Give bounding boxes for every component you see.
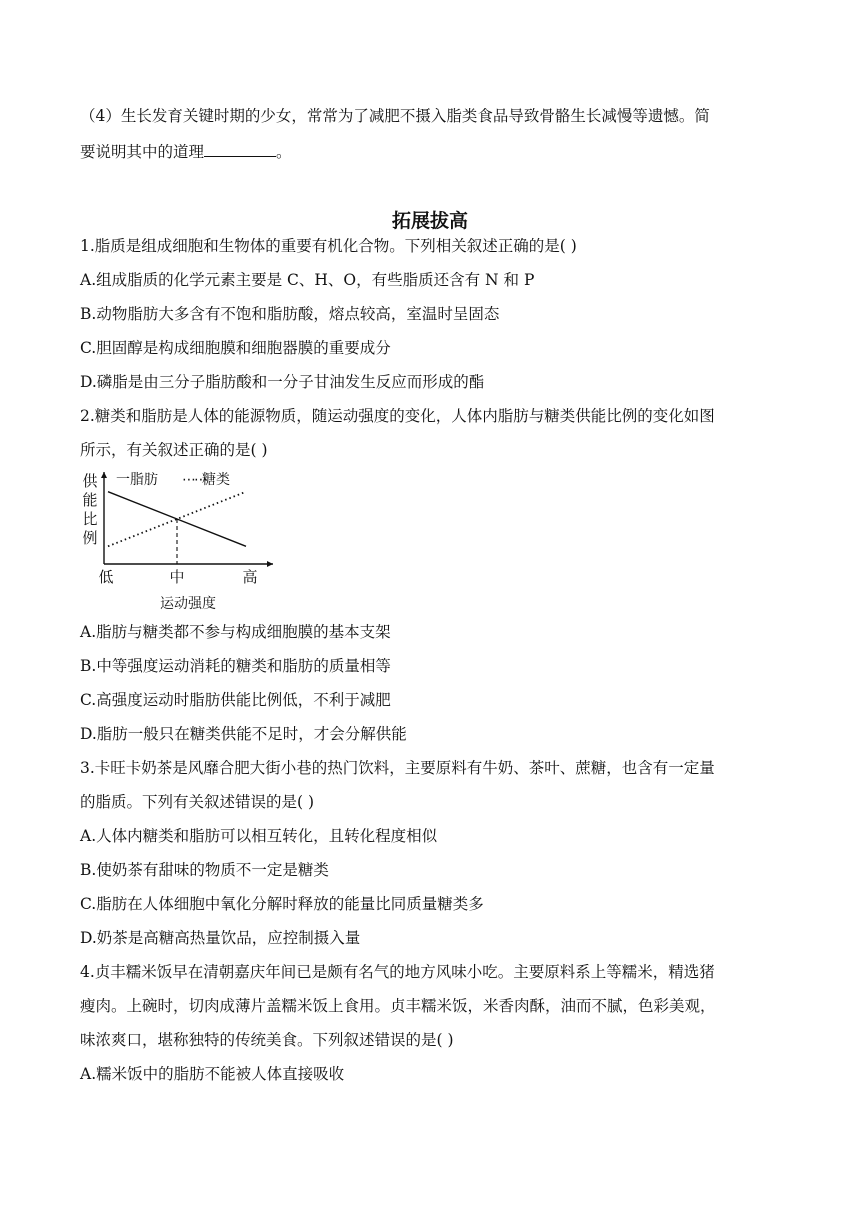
q3-stem-line2: 的脂质。下列有关叙述错误的是( ) (80, 793, 315, 811)
q4-option-a: A.糯米饭中的脂肪不能被人体直接吸收 (80, 1065, 345, 1083)
q4-stem-line2: 瘦肉。上碗时，切肉成薄片盖糯米饭上食用。贞丰糯米饭，米香肉酥，油而不腻，色彩美观， (80, 997, 716, 1015)
q2-option-d: D.脂肪一般只在糖类供能不足时，才会分解供能 (80, 725, 407, 743)
q4-prev-line2 (80, 142, 780, 162)
legend-dotted-marker: ⋯⋯ (182, 472, 206, 488)
q3-option-a: A.人体内糖类和脂肪可以相互转化，且转化程度相似 (80, 827, 438, 845)
q4-prev-line2-text: 要说明其中的道理 (80, 143, 205, 161)
q1-option-c: C.胆固醇是构成细胞膜和细胞器膜的重要成分 (80, 339, 391, 357)
q3-option-c: C.脂肪在人体细胞中氧化分解时释放的能量比同质量糖类多 (80, 895, 484, 913)
q1-option-a: A.组成脂质的化学元素主要是 C、H、O，有些脂质还含有 N 和 P (80, 271, 535, 289)
answer-blank[interactable] (204, 142, 276, 157)
q4-prev-line1: （4）生长发育关键时期的少女，常常为了减肥不摄入脂类食品导致骨骼生长减慢等遗憾。简 (80, 107, 710, 125)
q4-prev-line2-end: 。 (276, 143, 292, 161)
x-axis-title: 运动强度 (160, 596, 216, 612)
x-axis-arrow (267, 561, 273, 567)
legend-fat: 一脂肪 (116, 472, 158, 488)
x-tick-label: 高 (242, 568, 258, 586)
chart-series (108, 492, 246, 564)
q4-stem-line1: 4.贞丰糯米饭早在清朝嘉庆年间已是颇有名气的地方风味小吃。主要原料系上等糯米，精选猪 (80, 963, 715, 981)
legend-sugar: 糖类 (202, 472, 230, 488)
q2-option-b: B.中等强度运动消耗的糖类和脂肪的质量相等 (80, 657, 391, 675)
energy-ratio-chart (78, 466, 283, 616)
q3-option-d: D.奶茶是高糖高热量饮品，应控制摄入量 (80, 929, 361, 947)
q4-stem-line3: 味浓爽口，堪称独特的传统美食。下列叙述错误的是( ) (80, 1031, 454, 1049)
q2-stem-line2: 所示，有关叙述正确的是( ) (80, 441, 268, 459)
q1-option-b: B.动物脂肪大多含有不饱和脂肪酸，熔点较高，室温时呈固态 (80, 305, 500, 323)
y-axis-title-char: 例 (82, 529, 98, 547)
q1-stem: 1.脂质是组成细胞和生物体的重要有机化合物。下列相关叙述正确的是( ) (80, 237, 577, 255)
x-tick-label: 低 (98, 568, 114, 586)
x-tick-label: 中 (169, 568, 185, 586)
q3-option-b: B.使奶茶有甜味的物质不一定是糖类 (80, 861, 329, 879)
y-axis-title-char: 比 (82, 510, 98, 528)
y-axis-title-char: 供 (82, 472, 98, 490)
q3-stem-line1: 3.卡旺卡奶茶是风靡合肥大街小巷的热门饮料，主要原料有牛奶、茶叶、蔗糖，也含有一定量 (80, 759, 715, 777)
y-axis-arrow (101, 472, 107, 478)
y-axis-title-char: 能 (82, 491, 98, 509)
q2-option-a: A.脂肪与糖类都不参与构成细胞膜的基本支架 (80, 623, 391, 641)
section-title: 拓展拔高 (391, 210, 468, 232)
q2-stem-line1: 2.糖类和脂肪是人体的能源物质，随运动强度的变化，人体内脂肪与糖类供能比例的变化如图 (80, 407, 715, 425)
q2-option-c: C.高强度运动时脂肪供能比例低，不利于减肥 (80, 691, 391, 709)
q1-option-d: D.磷脂是由三分子脂肪酸和一分子甘油发生反应而形成的酯 (80, 373, 485, 391)
